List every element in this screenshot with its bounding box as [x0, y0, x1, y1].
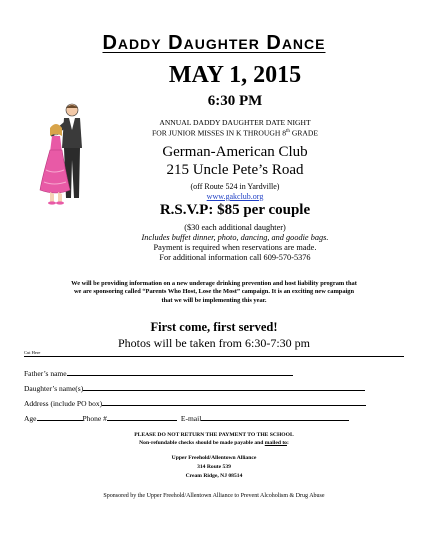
- address-blank[interactable]: [102, 398, 366, 406]
- address-label: Address (include PO box): [24, 399, 103, 408]
- phone-blank[interactable]: [107, 413, 177, 421]
- flyer-title: Daddy Daughter Dance: [102, 32, 326, 54]
- event-date: MAY 1, 2015: [168, 62, 302, 88]
- program-line: that we will be implementing this year.: [161, 296, 267, 304]
- additional-daughter-price: ($30 each additional daughter): [184, 223, 286, 232]
- check-instructions: [0, 440, 428, 448]
- program-line: We will be providing information on a new underage drinking prevention and host liability program that: [71, 280, 357, 287]
- fathers-name-field[interactable]: [24, 368, 293, 378]
- payment-note: Payment is required when reservations are made.: [153, 243, 317, 252]
- daughters-names-field[interactable]: [24, 383, 365, 393]
- mail-address-city: Cream Ridge, NJ 08514: [185, 473, 243, 479]
- venue-directions: (off Route 524 in Yardville): [190, 182, 280, 191]
- fathers-name-label: Father’s name: [24, 369, 67, 378]
- cut-line: [24, 356, 404, 357]
- daughters-names-blank[interactable]: [83, 383, 365, 391]
- email-blank[interactable]: [201, 413, 349, 421]
- venue-website-link[interactable]: www.gakclub.org: [206, 192, 264, 201]
- venue-name: German-American Club: [162, 144, 308, 160]
- no-payment-to-school-notice: PLEASE DO NOT RETURN THE PAYMENT TO THE SCHOOL: [134, 432, 294, 438]
- grade-range-text: FOR JUNIOR MISSES IN K THROUGH 8: [152, 128, 287, 138]
- first-come-callout: First come, first served!: [150, 320, 278, 334]
- included-items: Includes buffet dinner, photo, dancing, and goodie bags.: [141, 233, 329, 242]
- mail-address-street: 314 Route 539: [197, 464, 231, 470]
- venue-address: 215 Uncle Pete’s Road: [166, 162, 304, 178]
- program-line: we are sponsoring called “Parents Who Host, Lose the Most” campaign. It is an exciting new campaign: [73, 288, 355, 296]
- contact-row: [24, 413, 349, 423]
- fathers-name-blank[interactable]: [67, 368, 293, 376]
- grade-ordinal-suffix: th: [286, 129, 290, 134]
- check-instructions-text: Non-refundable checks should be made payable and: [139, 440, 265, 446]
- sponsor-footer: Sponsored by the Upper Freehold/Allentown Alliance to Prevent Alcoholism & Drug Abuse: [103, 493, 325, 499]
- contact-phone-info: For additional information call 609-570-5376: [159, 253, 311, 262]
- photo-times: Photos will be taken from 6:30-7:30 pm: [118, 336, 310, 350]
- age-label: Age: [24, 414, 37, 423]
- program-announcement: [22, 280, 406, 305]
- event-description-line2: [70, 127, 400, 138]
- check-instructions-colon: :: [286, 440, 289, 446]
- address-field[interactable]: [24, 398, 366, 408]
- grade-word: GRADE: [289, 128, 318, 138]
- mail-address-org: Upper Freehold/Allentown Alliance: [171, 455, 257, 461]
- event-time: 6:30 PM: [207, 93, 263, 109]
- event-description-line1: ANNUAL DADDY DAUGHTER DATE NIGHT: [159, 118, 311, 127]
- mailed-to-text: mailed to: [264, 440, 287, 446]
- daughters-names-label: Daughter’s name(s): [24, 384, 84, 393]
- email-label: E-mail: [180, 414, 202, 423]
- age-blank[interactable]: [37, 413, 83, 421]
- phone-label: Phone #: [82, 414, 107, 423]
- rsvp-price-headline: R.S.V.P: $85 per couple: [159, 202, 311, 218]
- cut-here-label: Cut Here: [24, 350, 41, 355]
